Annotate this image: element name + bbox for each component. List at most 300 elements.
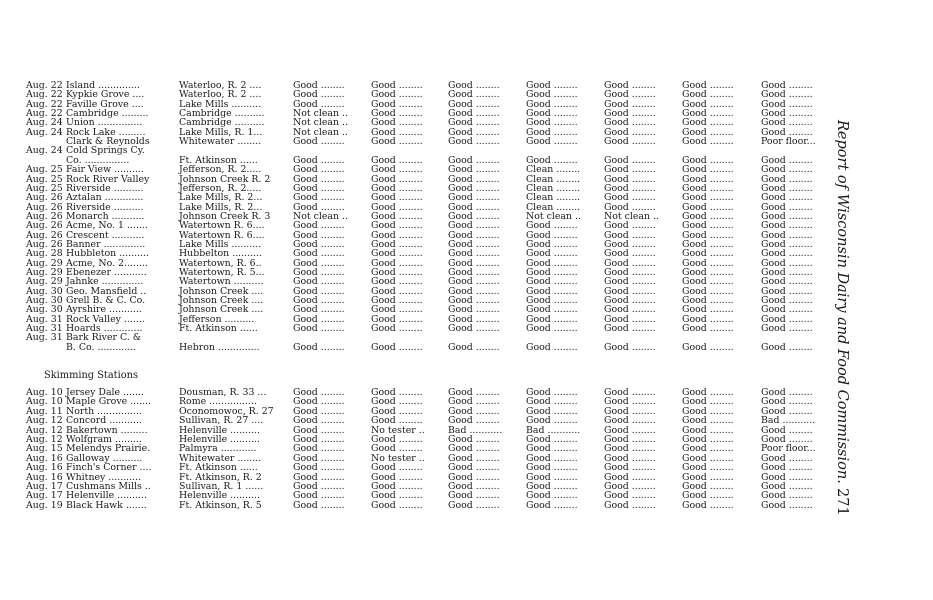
name-cell: Rock River Valley xyxy=(66,173,150,185)
date-cell: Aug. 31 xyxy=(26,323,63,335)
town-cell: Rome ................ xyxy=(179,396,257,408)
rating-cell: Good ........ xyxy=(371,117,423,129)
rating-cell: Clean ........ xyxy=(526,201,581,213)
rating-cell: Good ........ xyxy=(761,490,813,502)
rating-cell: Good ........ xyxy=(371,490,423,502)
rating-cell: Good ........ xyxy=(293,481,345,492)
rating-cell: Good ........ xyxy=(761,452,813,464)
rating-cell: Good ........ xyxy=(682,443,734,455)
rating-cell: Good ........ xyxy=(371,471,423,483)
rating-cell: Good ........ xyxy=(371,220,423,232)
rating-cell: Good ........ xyxy=(526,295,578,307)
rating-cell: Good ........ xyxy=(682,415,734,427)
rating-cell: Clean ........ xyxy=(526,192,581,204)
rating-cell: Good ........ xyxy=(371,257,423,269)
rating-cell: Good ........ xyxy=(682,276,734,288)
town-cell: Helenville .......... xyxy=(179,490,260,502)
rating-cell: Good ........ xyxy=(526,304,578,316)
rating-cell: Good ........ xyxy=(682,267,734,278)
rating-cell: Good ........ xyxy=(682,108,734,120)
rating-cell: Good ........ xyxy=(526,80,578,91)
rating-cell: Good ........ xyxy=(371,304,423,316)
town-cell: Ft. Atkinson, R. 2 xyxy=(179,471,262,483)
rating-cell: Good ........ xyxy=(761,304,813,316)
rating-cell: Good ........ xyxy=(604,276,656,288)
date-cell: Aug. 26 xyxy=(26,201,63,213)
rating-cell: Good ........ xyxy=(371,248,423,260)
rating-cell: Good ........ xyxy=(682,452,734,464)
rating-cell: Good ........ xyxy=(448,462,500,474)
rating-cell: Good ........ xyxy=(604,313,656,325)
rating-cell: Good ........ xyxy=(293,424,345,436)
rating-cell: Good ........ xyxy=(448,341,500,353)
rating-cell: Good ........ xyxy=(526,154,578,166)
rating-cell: Good ........ xyxy=(293,462,345,474)
name-cell: Ayrshire ........... xyxy=(66,304,142,316)
rating-cell: Good ........ xyxy=(293,387,345,398)
rating-cell: Good ........ xyxy=(371,341,423,353)
rating-cell: Good ........ xyxy=(371,267,423,278)
rating-cell: Good ........ xyxy=(604,201,656,213)
rating-cell: Good ........ xyxy=(526,490,578,502)
rating-cell: Good ........ xyxy=(293,220,345,232)
rating-cell: Good ........ xyxy=(448,452,500,464)
name-cell: Clark & Reynolds xyxy=(66,136,150,148)
rating-cell: Good ........ xyxy=(448,443,500,455)
town-cell: Ft. Atkinson, R. 5 xyxy=(179,499,262,511)
town-cell: Lake Mills .......... xyxy=(179,238,262,250)
rating-cell: Good ........ xyxy=(604,238,656,250)
name-cell: Jersey Dale ....... xyxy=(66,387,144,398)
town-cell: Watertown, R. 6.. xyxy=(179,257,262,269)
rating-cell: Good ........ xyxy=(448,154,500,166)
rating-cell: Good ........ xyxy=(526,499,578,511)
rating-cell: Good ........ xyxy=(293,80,345,91)
name-cell: Bakertown ......... xyxy=(66,424,148,436)
town-cell: Ft. Atkinson ...... xyxy=(179,154,258,166)
rating-cell: Good ........ xyxy=(761,210,813,222)
rating-cell: Good ........ xyxy=(526,434,578,445)
rating-cell: Good ........ xyxy=(526,285,578,297)
rating-cell: Good ........ xyxy=(371,89,423,101)
rating-cell: Good ........ xyxy=(293,192,345,204)
rating-cell: Good ........ xyxy=(682,490,734,502)
rating-cell: Good ........ xyxy=(604,173,656,185)
rating-cell: Good ........ xyxy=(293,434,345,445)
rating-cell: Good ........ xyxy=(682,210,734,222)
rating-cell: Good ........ xyxy=(371,434,423,445)
rating-cell: Good ........ xyxy=(526,98,578,110)
rating-cell: Good ........ xyxy=(604,98,656,110)
rating-cell: Poor floor... xyxy=(761,443,816,455)
date-cell: Aug. 31 xyxy=(26,313,63,325)
rating-cell: Good ........ xyxy=(371,108,423,120)
town-cell: Johnson Creek .... xyxy=(179,295,264,307)
rating-cell: Good ........ xyxy=(448,229,500,241)
rating-cell: Good ........ xyxy=(604,499,656,511)
rating-cell: Good ........ xyxy=(682,434,734,445)
rating-cell: Good ........ xyxy=(682,182,734,194)
rating-cell: Good ........ xyxy=(604,108,656,120)
rating-cell: Good ........ xyxy=(682,154,734,166)
rating-cell: Good ........ xyxy=(448,136,500,148)
rating-cell: Good ........ xyxy=(526,443,578,455)
rating-cell: Good ........ xyxy=(604,295,656,307)
rating-cell: Good ........ xyxy=(604,424,656,436)
rating-cell: Good ........ xyxy=(293,443,345,455)
town-cell: Lake Mills, R. 2... xyxy=(179,201,263,213)
date-cell: Aug. 26 xyxy=(26,229,63,241)
rating-cell: Good ........ xyxy=(761,396,813,408)
rating-cell: Good ........ xyxy=(761,248,813,260)
rating-cell: Good ........ xyxy=(293,471,345,483)
date-cell: Aug. 16 xyxy=(26,452,63,464)
rating-cell: Good ........ xyxy=(682,136,734,148)
date-cell: Aug. 30 xyxy=(26,285,63,297)
date-cell: Aug. 16 xyxy=(26,471,63,483)
rating-cell: Good ........ xyxy=(371,387,423,398)
rating-cell: Good ........ xyxy=(604,471,656,483)
date-cell: Aug. 24 xyxy=(26,126,63,138)
name-cell: Fair View .......... xyxy=(66,164,144,176)
name-cell: Acme, No. 2........ xyxy=(66,257,148,269)
rating-cell: Good ........ xyxy=(761,98,813,110)
rating-cell: Bad ........... xyxy=(526,424,581,436)
town-cell: Cambridge .......... xyxy=(179,108,265,120)
rating-cell: Good ........ xyxy=(448,267,500,278)
date-cell: Aug. 25 xyxy=(26,164,63,176)
rating-cell: Good ........ xyxy=(371,462,423,474)
date-cell: Aug. 28 xyxy=(26,248,63,260)
rating-cell: Good ........ xyxy=(448,396,500,408)
rating-cell: Good ........ xyxy=(448,80,500,91)
rating-cell: Good ........ xyxy=(448,210,500,222)
rating-cell: Good ........ xyxy=(371,499,423,511)
town-cell: Oconomowoc, R. 27 xyxy=(179,405,274,417)
town-cell: Johnson Creek .... xyxy=(179,304,264,316)
rating-cell: Good ........ xyxy=(293,98,345,110)
name-cell: Cushmans Mills .. xyxy=(66,481,151,492)
name-cell: Faville Grove .... xyxy=(66,98,144,110)
rating-cell: Good ........ xyxy=(604,285,656,297)
rating-cell: Good ........ xyxy=(526,229,578,241)
rating-cell: Good ........ xyxy=(682,341,734,353)
rating-cell: Good ........ xyxy=(293,136,345,148)
rating-cell: Good ........ xyxy=(761,481,813,492)
rating-cell: Good ........ xyxy=(371,276,423,288)
rating-cell: Good ........ xyxy=(371,285,423,297)
date-cell: Aug. 29 xyxy=(26,267,63,278)
town-cell: Watertown, R. 5... xyxy=(179,267,265,278)
rating-cell: Good ........ xyxy=(761,229,813,241)
rating-cell: Good ........ xyxy=(682,499,734,511)
rating-cell: Good ........ xyxy=(526,89,578,101)
rating-cell: Good ........ xyxy=(682,173,734,185)
rating-cell: Good ........ xyxy=(761,434,813,445)
name-cell: Rock Valley ....... xyxy=(66,313,145,325)
rating-cell: Good ........ xyxy=(526,396,578,408)
rating-cell: Good ........ xyxy=(682,117,734,129)
rating-cell: Good ........ xyxy=(293,490,345,502)
rating-cell: Good ........ xyxy=(448,108,500,120)
rating-cell: Good ........ xyxy=(448,220,500,232)
name-cell: Finch's Corner .... xyxy=(66,462,152,474)
rating-cell: No tester .. xyxy=(371,452,425,464)
name-cell: Co. ............... xyxy=(66,154,130,166)
name-cell: Island .............. xyxy=(66,80,140,91)
rating-cell: Good ........ xyxy=(604,396,656,408)
rating-cell: Good ........ xyxy=(604,248,656,260)
name-cell: Grell B. & C. Co. xyxy=(66,295,146,307)
page-number: 271 xyxy=(834,488,850,516)
rating-cell: Good ........ xyxy=(448,182,500,194)
rating-cell: Good ........ xyxy=(526,117,578,129)
name-cell: Black Hawk ....... xyxy=(66,499,147,511)
rating-cell: Good ........ xyxy=(448,276,500,288)
date-cell: Aug. 25 xyxy=(26,182,63,194)
rating-cell: Good ........ xyxy=(526,415,578,427)
town-cell: Helenville .......... xyxy=(179,434,260,445)
date-cell: Aug. 24 xyxy=(26,145,63,157)
town-cell: Whitewater ........ xyxy=(179,452,262,464)
name-cell: Monarch ........... xyxy=(66,210,145,222)
rating-cell: Good ........ xyxy=(761,173,813,185)
rating-cell: Good ........ xyxy=(682,89,734,101)
rating-cell: Good ........ xyxy=(761,257,813,269)
rating-cell: Good ........ xyxy=(682,405,734,417)
name-cell: Banner .............. xyxy=(66,238,146,250)
town-cell: Lake Mills, R. 2... xyxy=(179,192,263,204)
date-cell: Aug. 29 xyxy=(26,276,63,288)
rating-cell: Good ........ xyxy=(371,182,423,194)
rating-cell: Good ........ xyxy=(371,313,423,325)
rating-cell: Not clean .. xyxy=(526,210,581,222)
name-cell: Rock Lake ......... xyxy=(66,126,146,138)
name-cell: Cambridge ......... xyxy=(66,108,149,120)
rating-cell: Good ........ xyxy=(604,415,656,427)
rating-cell: Good ........ xyxy=(604,229,656,241)
date-cell: Aug. 30 xyxy=(26,304,63,316)
rating-cell: Good ........ xyxy=(761,192,813,204)
date-cell: Aug. 22 xyxy=(26,98,63,110)
name-cell: Melendys Prairie. xyxy=(66,443,151,455)
rating-cell: Good ........ xyxy=(761,424,813,436)
rating-cell: Good ........ xyxy=(293,267,345,278)
rating-cell: Good ........ xyxy=(761,238,813,250)
date-cell: Aug. 30 xyxy=(26,295,63,307)
rating-cell: Clean ........ xyxy=(526,173,581,185)
rating-cell: Poor floor... xyxy=(761,136,816,148)
name-cell: Riverside .......... xyxy=(66,201,144,213)
rating-cell: Good ........ xyxy=(682,471,734,483)
rating-cell: Good ........ xyxy=(448,405,500,417)
town-cell: Sullivan, R. 27 .... xyxy=(179,415,264,427)
town-cell: Cambridge .......... xyxy=(179,117,265,129)
rating-cell: Good ........ xyxy=(604,323,656,335)
rating-cell: Good ........ xyxy=(526,405,578,417)
rating-cell: Good ........ xyxy=(293,154,345,166)
rating-cell: Good ........ xyxy=(604,126,656,138)
date-cell: Aug. 29 xyxy=(26,257,63,269)
rating-cell: Good ........ xyxy=(293,295,345,307)
rating-cell: Good ........ xyxy=(761,220,813,232)
rating-cell: Good ........ xyxy=(293,238,345,250)
rating-cell: Good ........ xyxy=(293,248,345,260)
rating-cell: Good ........ xyxy=(761,126,813,138)
rating-cell: Good ........ xyxy=(293,452,345,464)
rating-cell: Good ........ xyxy=(761,80,813,91)
rating-cell: Good ........ xyxy=(448,471,500,483)
rating-cell: Clean ........ xyxy=(526,182,581,194)
town-cell: Johnson Creek R. 2 xyxy=(179,173,271,185)
rating-cell: Good ........ xyxy=(761,323,813,335)
rating-cell: Good ........ xyxy=(448,295,500,307)
rating-cell: Good ........ xyxy=(293,89,345,101)
town-cell: Hebron .............. xyxy=(179,341,260,353)
rating-cell: Good ........ xyxy=(604,89,656,101)
name-cell: Riverside .......... xyxy=(66,182,144,194)
rating-cell: Good ........ xyxy=(293,323,345,335)
rating-cell: Good ........ xyxy=(526,481,578,492)
rating-cell: Good ........ xyxy=(371,173,423,185)
rating-cell: Good ........ xyxy=(604,257,656,269)
rating-cell: Good ........ xyxy=(604,182,656,194)
rating-cell: Good ........ xyxy=(293,201,345,213)
rating-cell: Good ........ xyxy=(761,285,813,297)
name-cell: Hubbleton .......... xyxy=(66,248,149,260)
rating-cell: Good ........ xyxy=(604,341,656,353)
rating-cell: Good ........ xyxy=(526,126,578,138)
name-cell: Galloway .......... xyxy=(66,452,143,464)
rating-cell: Good ........ xyxy=(293,182,345,194)
rating-cell: Good ........ xyxy=(526,248,578,260)
rating-cell: Good ........ xyxy=(761,108,813,120)
date-cell: Aug. 26 xyxy=(26,220,63,232)
rating-cell: Good ........ xyxy=(448,238,500,250)
rating-cell: Good ........ xyxy=(448,173,500,185)
town-cell: Lake Mills .......... xyxy=(179,98,262,110)
town-cell: Ft. Atkinson ...... xyxy=(179,323,258,335)
name-cell: Helenville .......... xyxy=(66,490,147,502)
section-heading-skimming-stations: Skimming Stations xyxy=(44,370,138,381)
date-cell: Aug. 12 xyxy=(26,434,63,445)
rating-cell: Good ........ xyxy=(293,276,345,288)
rating-cell: Good ........ xyxy=(293,396,345,408)
town-cell: Watertown R. 6.... xyxy=(179,229,265,241)
rating-cell: Good ........ xyxy=(448,499,500,511)
date-cell: Aug. 22 xyxy=(26,108,63,120)
rating-cell: Good ........ xyxy=(761,313,813,325)
rating-cell: Good ........ xyxy=(371,295,423,307)
rating-cell: Good ........ xyxy=(682,248,734,260)
rating-cell: Good ........ xyxy=(761,182,813,194)
town-cell: Ft. Atkinson ...... xyxy=(179,462,258,474)
rating-cell: Good ........ xyxy=(448,481,500,492)
date-cell: Aug. 19 xyxy=(26,499,63,511)
town-cell: Watertown .......... xyxy=(179,276,264,288)
rating-cell: Good ........ xyxy=(761,267,813,278)
rating-cell: Good ........ xyxy=(604,154,656,166)
date-cell: Aug. 22 xyxy=(26,80,63,91)
rating-cell: Good ........ xyxy=(448,126,500,138)
rating-cell: Good ........ xyxy=(761,295,813,307)
rating-cell: Good ........ xyxy=(448,192,500,204)
name-cell: Whitney ........... xyxy=(66,471,142,483)
rating-cell: Good ........ xyxy=(448,248,500,260)
town-cell: Waterloo, R. 2 .... xyxy=(179,89,262,101)
rating-cell: Good ........ xyxy=(604,443,656,455)
date-cell: Aug. 12 xyxy=(26,424,63,436)
town-cell: Jefferson, R. 2..... xyxy=(179,164,262,176)
rating-cell: Good ........ xyxy=(682,98,734,110)
rating-cell: Good ........ xyxy=(761,276,813,288)
rating-cell: Good ........ xyxy=(682,164,734,176)
rating-cell: Good ........ xyxy=(526,220,578,232)
rating-cell: Good ........ xyxy=(371,229,423,241)
date-cell: Aug. 25 xyxy=(26,173,63,185)
rating-cell: Good ........ xyxy=(682,462,734,474)
rating-cell: Good ........ xyxy=(448,164,500,176)
rating-cell: Good ........ xyxy=(293,313,345,325)
name-cell: Crescent ........... xyxy=(66,229,145,241)
rating-cell: Good ........ xyxy=(526,452,578,464)
rating-cell: Good ........ xyxy=(604,434,656,445)
rating-cell: Good ........ xyxy=(604,462,656,474)
rating-cell: Good ........ xyxy=(371,164,423,176)
rating-cell: Good ........ xyxy=(371,210,423,222)
town-cell: Lake Mills, R. 1... xyxy=(179,126,263,138)
town-cell: Sullivan, R. 1 ...... xyxy=(179,481,264,492)
rating-cell: Good ........ xyxy=(682,229,734,241)
rating-cell: Good ........ xyxy=(682,192,734,204)
rating-cell: Good ........ xyxy=(371,415,423,427)
rating-cell: Good ........ xyxy=(526,238,578,250)
rating-cell: Good ........ xyxy=(761,117,813,129)
rating-cell: Good ........ xyxy=(448,201,500,213)
rating-cell: Good ........ xyxy=(448,257,500,269)
rating-cell: Good ........ xyxy=(682,126,734,138)
rating-cell: Good ........ xyxy=(604,490,656,502)
rating-cell: Good ........ xyxy=(448,304,500,316)
name-cell: Concord ........... xyxy=(66,415,142,427)
rating-cell: Good ........ xyxy=(371,323,423,335)
rating-cell: Good ........ xyxy=(371,136,423,148)
rating-cell: Good ........ xyxy=(682,80,734,91)
rating-cell: Good ........ xyxy=(293,285,345,297)
date-cell: Aug. 10 xyxy=(26,387,63,398)
date-cell: Aug. 22 xyxy=(26,89,63,101)
rating-cell: Good ........ xyxy=(604,220,656,232)
rating-cell: Good ........ xyxy=(293,164,345,176)
rating-cell: Good ........ xyxy=(761,499,813,511)
date-cell: Aug. 24 xyxy=(26,117,63,129)
rating-cell: Good ........ xyxy=(682,323,734,335)
rating-cell: Good ........ xyxy=(293,229,345,241)
rating-cell: Good ........ xyxy=(604,387,656,398)
rating-cell: Good ........ xyxy=(761,387,813,398)
rating-cell: Good ........ xyxy=(448,89,500,101)
rating-cell: Good ........ xyxy=(293,499,345,511)
rating-cell: Good ........ xyxy=(604,117,656,129)
name-cell: B. Co. ............. xyxy=(66,341,137,353)
rating-cell: Good ........ xyxy=(293,415,345,427)
rating-cell: Good ........ xyxy=(448,313,500,325)
rating-cell: Good ........ xyxy=(371,443,423,455)
name-cell: Jahnke .............. xyxy=(66,276,144,288)
date-cell: Aug. 12 xyxy=(26,415,63,427)
rating-cell: Good ........ xyxy=(293,405,345,417)
rating-cell: Good ........ xyxy=(604,164,656,176)
